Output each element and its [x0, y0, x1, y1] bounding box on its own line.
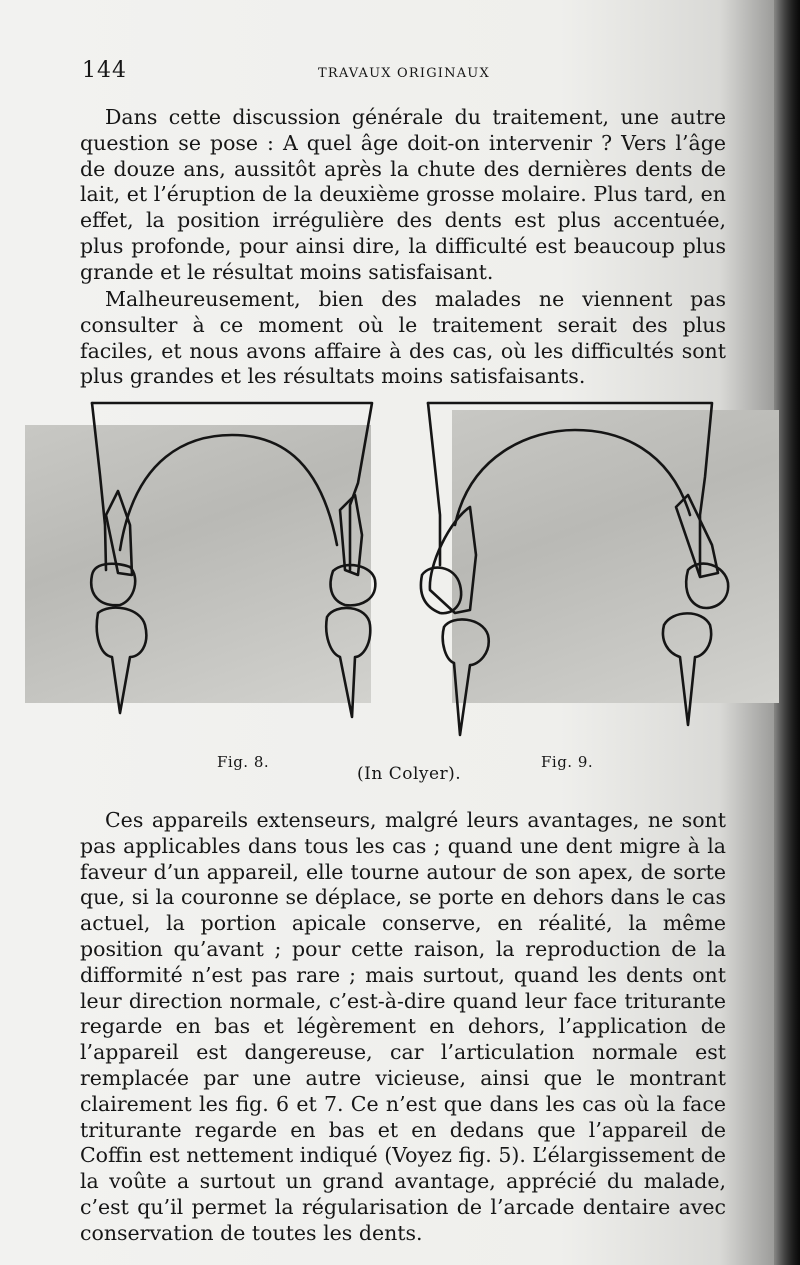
- paragraph-treatment-age: [80, 105, 726, 286]
- paragraph-late-consultation: [80, 287, 726, 390]
- figures-8-9: [0, 395, 800, 785]
- figure-8-caption: Fig. 8.: [217, 753, 270, 771]
- figure-9-drawing: [421, 403, 728, 735]
- figure-8-drawing: [91, 403, 375, 717]
- figure-credit: (In Colyer).: [357, 764, 462, 784]
- paragraph-text: Malheureusement, bien des malades ne viennent pas consulter à ce moment où le traitement serait des plus faciles, et nous avons affaire à des cas, où les difficultés sont plus grandes et les résultats moins satisfaisants.: [80, 287, 726, 389]
- running-title: TRAVAUX ORIGINAUX: [318, 66, 490, 81]
- paragraph-text: Ces appareils extenseurs, malgré leurs avantages, ne sont pas applicables dans tous les cas ; quand une dent migre à la faveur d’un appareil, elle tourne autour de son apex, de sorte que, si la couronne se déplace, se porte en dehors dans le cas actuel, la portion apicale conserve, en réalité, la même position qu’avant ; pour cette raison, la reproduction de la difformité n’est pas rare ; mais surtout, quand les dents ont leur direction normale, c’est-à-dire quand leur face triturante regarde en bas et légèrement en dehors, l’application de l’appareil est dangereuse, car l’articulation normale est remplacée par une autre vicieuse, ainsi que le montrant clairement les fig. 6 et 7. Ce n’est que dans les cas où la face triturante regarde en bas et en dedans que l’appareil de Coffin est nettement indiqué (Voyez fig. 5). L’élargissement de la voûte a surtout un grand avantage, apprécié du malade, c’est qu’il permet la régularisation de l’arcade dentaire avec conservation de toutes les dents.: [80, 808, 726, 1245]
- page-number: 144: [82, 58, 127, 83]
- paragraph-text: Dans cette discussion générale du traitement, une autre question se pose : A quel âge doit-on intervenir ? Vers l’âge de douze ans, aussitôt après la chute des dernières dents de lait, et l’éruption de la deuxième grosse molaire. Plus tard, en effet, la position irrégulière des dents est plus accentuée, plus profonde, pour ainsi dire, la difficulté est beaucoup plus grande et le résultat moins satisfaisant.: [80, 105, 726, 284]
- figure-9-caption: Fig. 9.: [541, 753, 594, 771]
- paragraph-extensor-appliances: [80, 808, 726, 1247]
- dental-arch-diagrams: [0, 395, 800, 785]
